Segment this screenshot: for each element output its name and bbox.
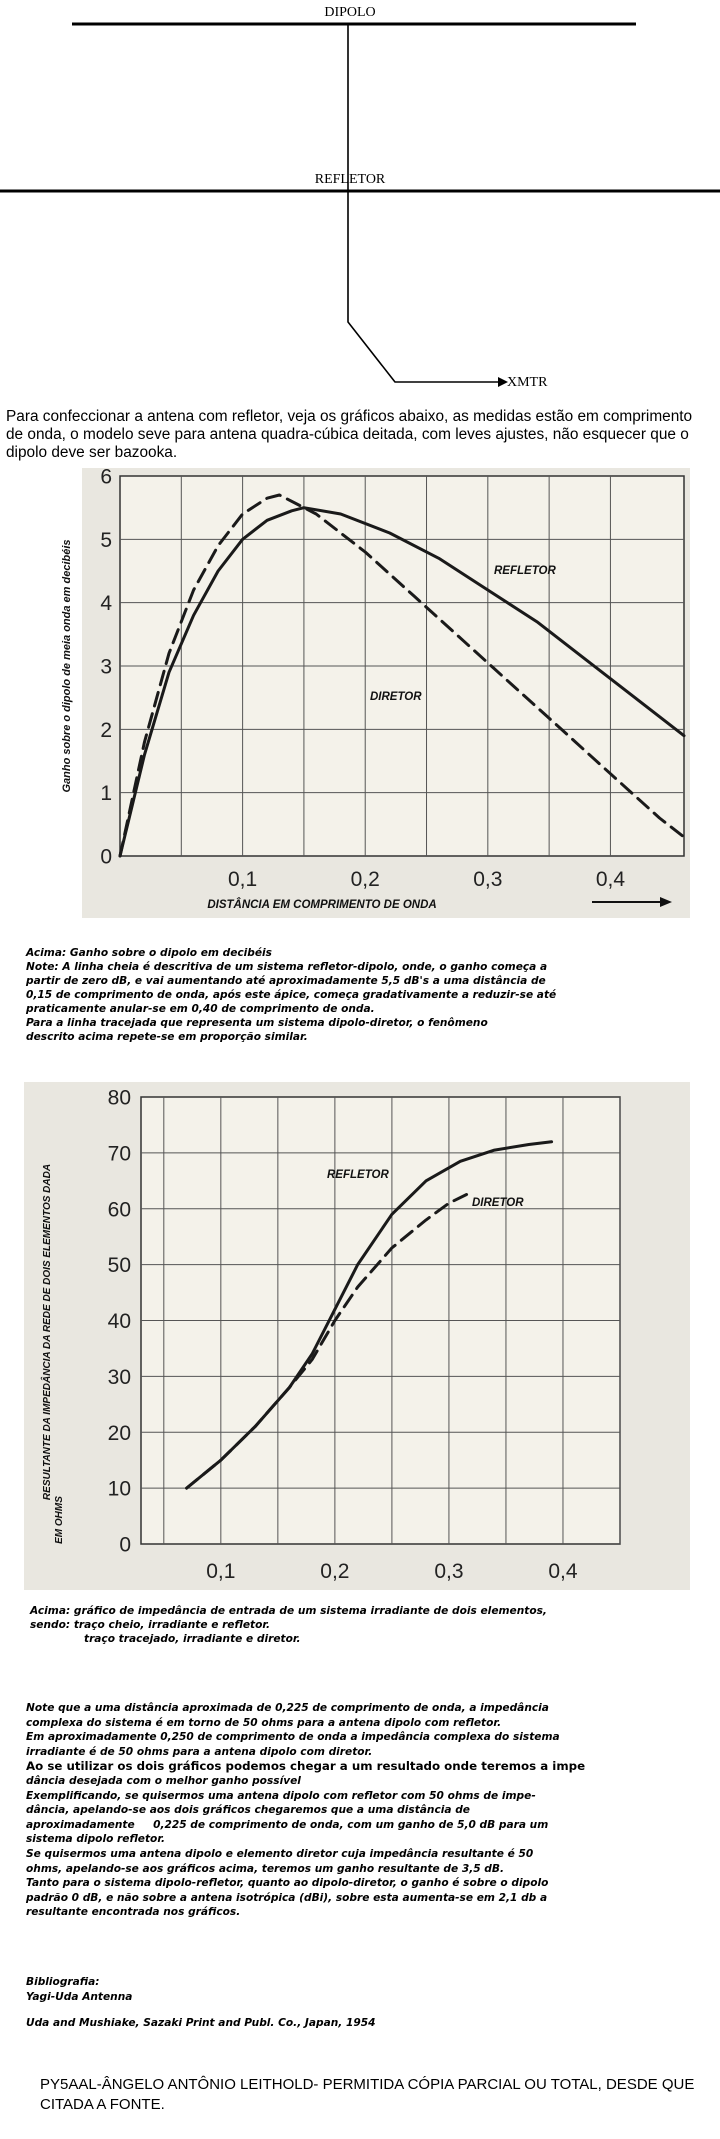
series-label: REFLETOR [327, 1169, 389, 1181]
y-tick-label: 10 [107, 1477, 131, 1501]
note-line: dância desejada com o melhor ganho possível [26, 1774, 301, 1787]
y-tick-label: 60 [107, 1198, 131, 1222]
footer-credit: PY5AAL-ÂNGELO ANTÔNIO LEITHOLD- PERMITIDA CÓPIA PARCIAL OU TOTAL, DESDE QUE CITADA A FONTE. [40, 2076, 695, 2113]
gain-chart [61, 465, 690, 918]
x-tick-label: 0,3 [473, 868, 503, 891]
direction-arrow-icon [660, 897, 672, 907]
x-tick-label: 0,2 [350, 868, 380, 891]
x-tick-label: 0,4 [548, 1560, 578, 1583]
y-tick-label: 30 [107, 1365, 131, 1389]
caption-line: partir de zero dB, e vai aumentando até aproximadamente 5,5 dB's a uma distância de [26, 975, 546, 987]
y-tick-label: 0 [100, 845, 112, 869]
y-tick-label: 1 [100, 782, 112, 806]
antenna-diagram [0, 0, 720, 400]
caption-line: Acima: gráfico de impedância de entrada de um sistema irradiante de dois elementos, [30, 1605, 547, 1617]
caption-line: sendo: traço cheio, irradiante e refletor. [30, 1619, 271, 1631]
x-axis-label: DISTÂNCIA EM COMPRIMENTO DE ONDA [207, 899, 437, 911]
y-tick-label: 6 [100, 465, 112, 489]
y-tick-label: 70 [107, 1142, 131, 1166]
dipole-label: DIPOLO [324, 5, 376, 20]
feed-line [348, 25, 500, 382]
caption-line: traço tracejado, irradiante e diretor. [84, 1633, 301, 1645]
note-line: irradiante é de 50 ohms para a antena dipolo com diretor. [26, 1745, 373, 1758]
note-line: complexa do sistema é em torno de 50 ohms para a antena dipolo com refletor. [26, 1716, 502, 1729]
note-line: ohms, apelando-se aos gráficos acima, teremos um ganho resultante de 3,5 dB. [26, 1862, 504, 1875]
y-tick-label: 4 [100, 592, 112, 616]
note-line: Exemplificando, se quisermos uma antena dipolo com refletor com 50 ohms de impe- [26, 1789, 536, 1802]
bibliography-line: Uda and Mushiake, Sazaki Print and Publ. Co., Japan, 1954 [26, 2017, 376, 2030]
y-tick-label: 5 [100, 528, 112, 552]
x-tick-label: 0,1 [206, 1560, 236, 1583]
y-tick-label: 2 [100, 718, 112, 742]
y-tick-label: 0 [119, 1533, 131, 1557]
series-label: REFLETOR [494, 565, 556, 577]
note-line: Ao se utilizar os dois gráficos podemos chegar a um resultado onde teremos a impe [26, 1759, 586, 1774]
x-tick-label: 0,3 [434, 1560, 464, 1583]
caption-line: 0,15 de comprimento de onda, após este ápice, começa gradativamente a reduzir-se até [26, 989, 557, 1001]
note-line: dância, apelando-se aos dois gráficos chegaremos que a uma distância de [26, 1804, 470, 1817]
caption-line: descrito acima repete-se em proporção similar. [26, 1031, 308, 1043]
impedance-chart [24, 1082, 690, 1590]
note-line: resultante encontrada nos gráficos. [26, 1906, 241, 1919]
x-tick-label: 0,2 [320, 1560, 350, 1583]
bibliography-line: Yagi-Uda Antenna [26, 1990, 133, 2003]
x-tick-label: 0,4 [595, 868, 626, 891]
intro-paragraph: Para confeccionar a antena com refletor, veja os gráficos abaixo, as medidas estão em comprimento de onda, o modelo seve para antena quadra-cúbica deitada, com leves ajustes, não esquecer que o dipolo deve ser bazooka. [6, 408, 693, 461]
note-line: Em aproximadamente 0,250 de comprimento de onda a impedância complexa do sistema [26, 1731, 560, 1744]
y-tick-label: 80 [107, 1086, 131, 1110]
series-label: DIRETOR [472, 1197, 524, 1209]
y-axis-label: Ganho sobre o dipolo de meia onda em decibéis [61, 539, 73, 793]
gain-chart-caption [26, 946, 706, 1044]
note-line: Note que a uma distância aproximada de 0,225 de comprimento de onda, a impedância [26, 1702, 549, 1714]
bibliography-heading: Bibliografia: [26, 1976, 100, 1988]
caption-line: praticamente anular-se em 0,40 de comprimento de onda. [26, 1003, 375, 1015]
caption-line: Acima: Ganho sobre o dipolo em decibéis [26, 947, 272, 959]
note-line: sistema dipolo refletor. [26, 1833, 166, 1846]
y-tick-label: 3 [100, 655, 112, 679]
caption-line: Note: A linha cheia é descritiva de um sistema refletor-dipolo, onde, o ganho começa a [26, 961, 548, 973]
y-axis-label: RESULTANTE DA IMPEDÂNCIA DA REDE DE DOIS ELEMENTOS DADAEM OHMS [42, 1163, 65, 1544]
caption-line: Para a linha tracejada que representa um sistema dipolo-diretor, o fenômeno [26, 1017, 488, 1029]
impedance-chart-caption [30, 1604, 710, 1646]
y-tick-label: 20 [107, 1421, 131, 1445]
series-label: DIRETOR [370, 691, 422, 703]
note-line: padrão 0 dB, e não sobre a antena isotrópica (dBi), sobre esta aumenta-se em 2,1 db a [26, 1891, 548, 1904]
feed-label: XMTR [507, 375, 548, 390]
bibliography [26, 1975, 716, 2031]
x-tick-label: 0,1 [228, 868, 258, 891]
note-line: aproximadamente 0,225 de comprimento de onda, com um ganho de 5,0 dB para um [26, 1818, 549, 1831]
note-line: Tanto para o sistema dipolo-refletor, quanto ao dipolo-diretor, o ganho é sobre o dipolo [26, 1877, 549, 1890]
y-tick-label: 50 [107, 1254, 131, 1278]
reflector-label: REFLETOR [314, 172, 386, 187]
note-line: Se quisermos uma antena dipolo e elemento diretor cuja impedância resultante é 50 [26, 1847, 534, 1860]
y-tick-label: 40 [107, 1310, 131, 1334]
notes-block [26, 1701, 716, 1920]
